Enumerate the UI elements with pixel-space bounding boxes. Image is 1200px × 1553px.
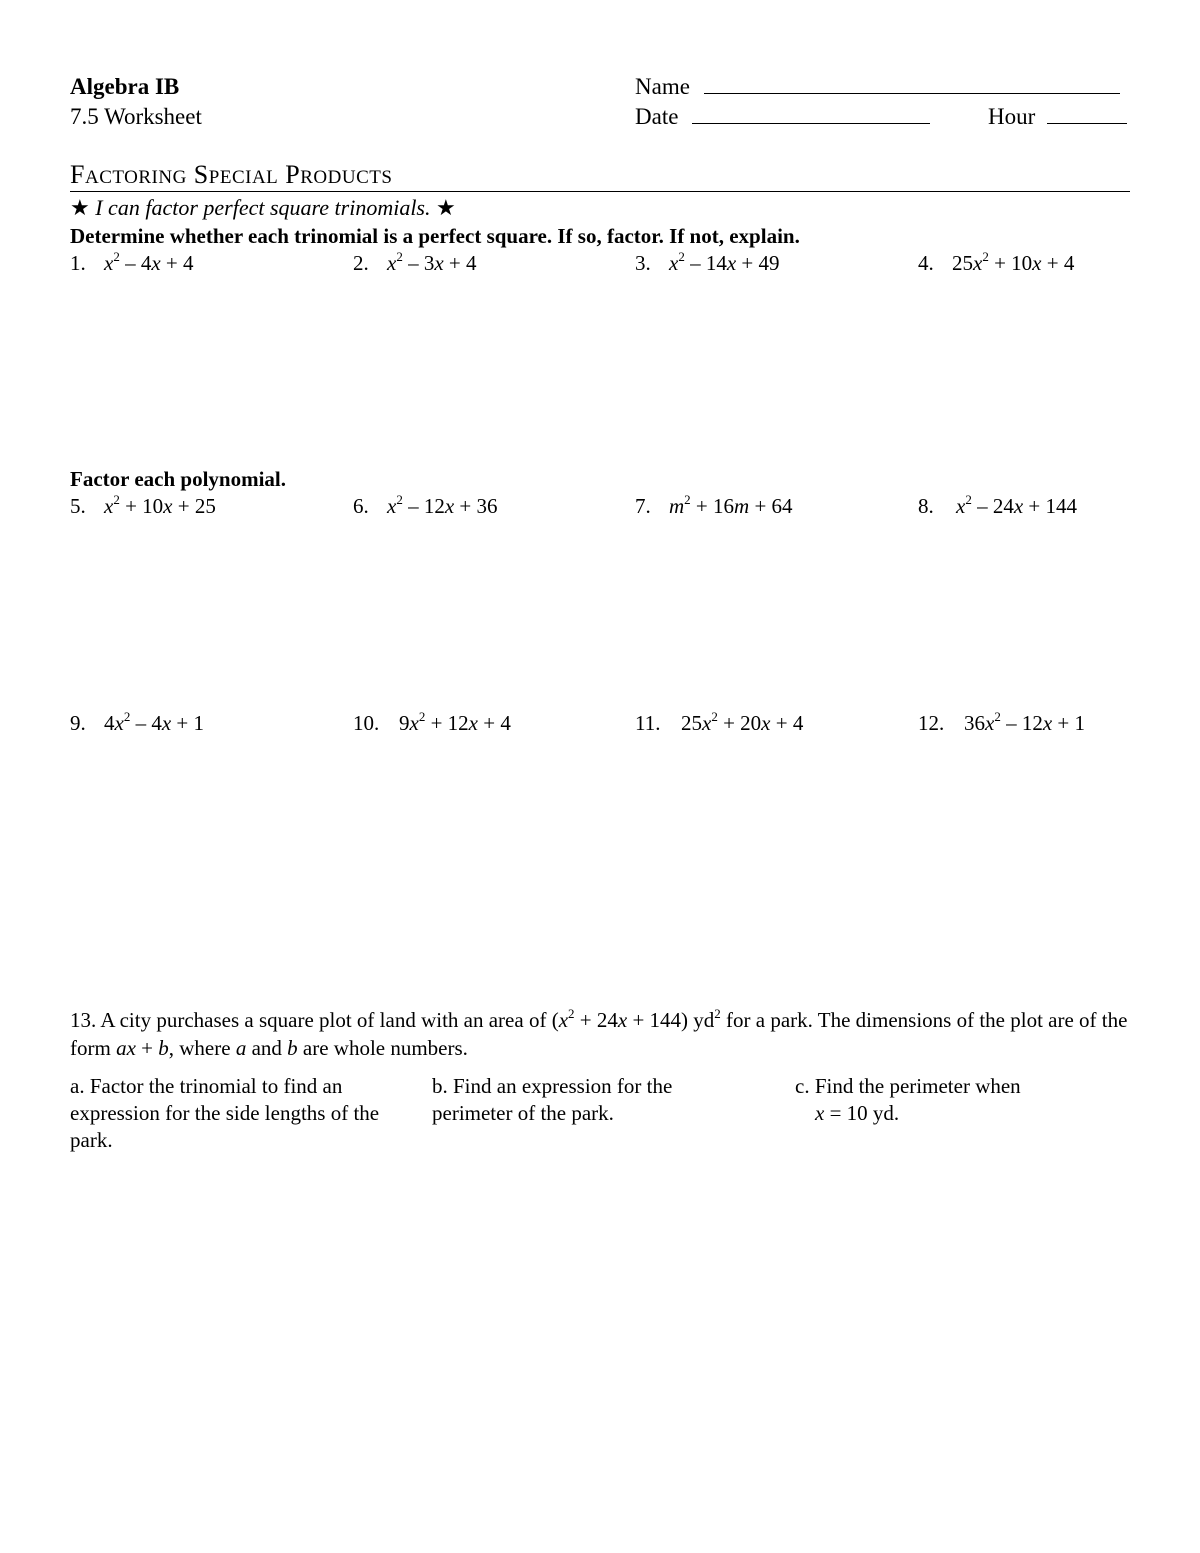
date-blank[interactable] — [692, 103, 930, 124]
objective-text: I can factor perfect square trinomials. — [95, 195, 431, 220]
hour-label: Hour — [988, 104, 1036, 129]
name-field[interactable] — [635, 73, 1120, 101]
problem-12: 12. $36x^2 - 12x + 1$ — [918, 709, 1085, 735]
problem-11: 11. $25x^2 + 20x + 4$ — [635, 709, 804, 735]
name-label: Name — [635, 74, 690, 99]
problem-10: 10. $9x^2 + 12x + 4$ — [353, 709, 511, 735]
problem-13-part-c: c. Find the perimeter when x = 10 yd. — [795, 1074, 1021, 1125]
problem-4: 4. $25x^2 + 10x + 4$ — [918, 249, 1075, 275]
problem-13-part-a: a. Factor the trinomial to find an expression for the side lengths of the park. — [70, 1074, 380, 1152]
star-icon: ★ — [70, 195, 90, 220]
star-icon: ★ — [436, 195, 456, 220]
learning-objective — [70, 195, 456, 221]
hour-blank[interactable] — [1047, 103, 1127, 124]
problem-6: 6. $x^2 - 12x + 36$ — [353, 492, 498, 518]
hour-field[interactable] — [988, 103, 1127, 131]
word-problem-13: 13. A city purchases a square plot of land with an area of $(x^2 + 24x + 144)$ $yd^2$ for a park. The dimensions of the plot are of the form ax + b, where a and b are whole numbers. — [70, 1006, 1128, 1060]
worksheet-title: 7.5 Worksheet — [70, 104, 202, 129]
date-label: Date — [635, 104, 679, 129]
problem-5: 5. $x^2 + 10x + 25$ — [70, 492, 216, 518]
problem-9: 9. $4x^2 - 4x + 1$ — [70, 709, 204, 735]
problem-3: 3. $x^2 - 14x + 49$ — [635, 249, 780, 275]
section-heading: FACTORING SPECIAL PRODUCTS — [70, 160, 393, 189]
heading-rule — [70, 191, 1130, 192]
problem-8: 8. $x^2 - 24x + 144$ — [918, 492, 1077, 518]
name-blank[interactable] — [704, 73, 1120, 94]
problem-1: 1. $x^2 - 4x + 4$ — [70, 249, 194, 275]
section2-instruction: Factor each polynomial. — [70, 467, 287, 491]
problem-2: 2. $x^2 - 3x + 4$ — [353, 249, 477, 275]
problem-7: 7. $m^2 + 16m + 64$ — [635, 492, 793, 518]
course-title: Algebra IB — [70, 74, 180, 99]
date-field[interactable] — [635, 103, 930, 131]
section1-instruction: Determine whether each trinomial is a perfect square. If so, factor. If not, explain. — [70, 224, 800, 248]
problem-13-part-b: b. Find an expression for the perimeter of the park. — [432, 1074, 673, 1125]
